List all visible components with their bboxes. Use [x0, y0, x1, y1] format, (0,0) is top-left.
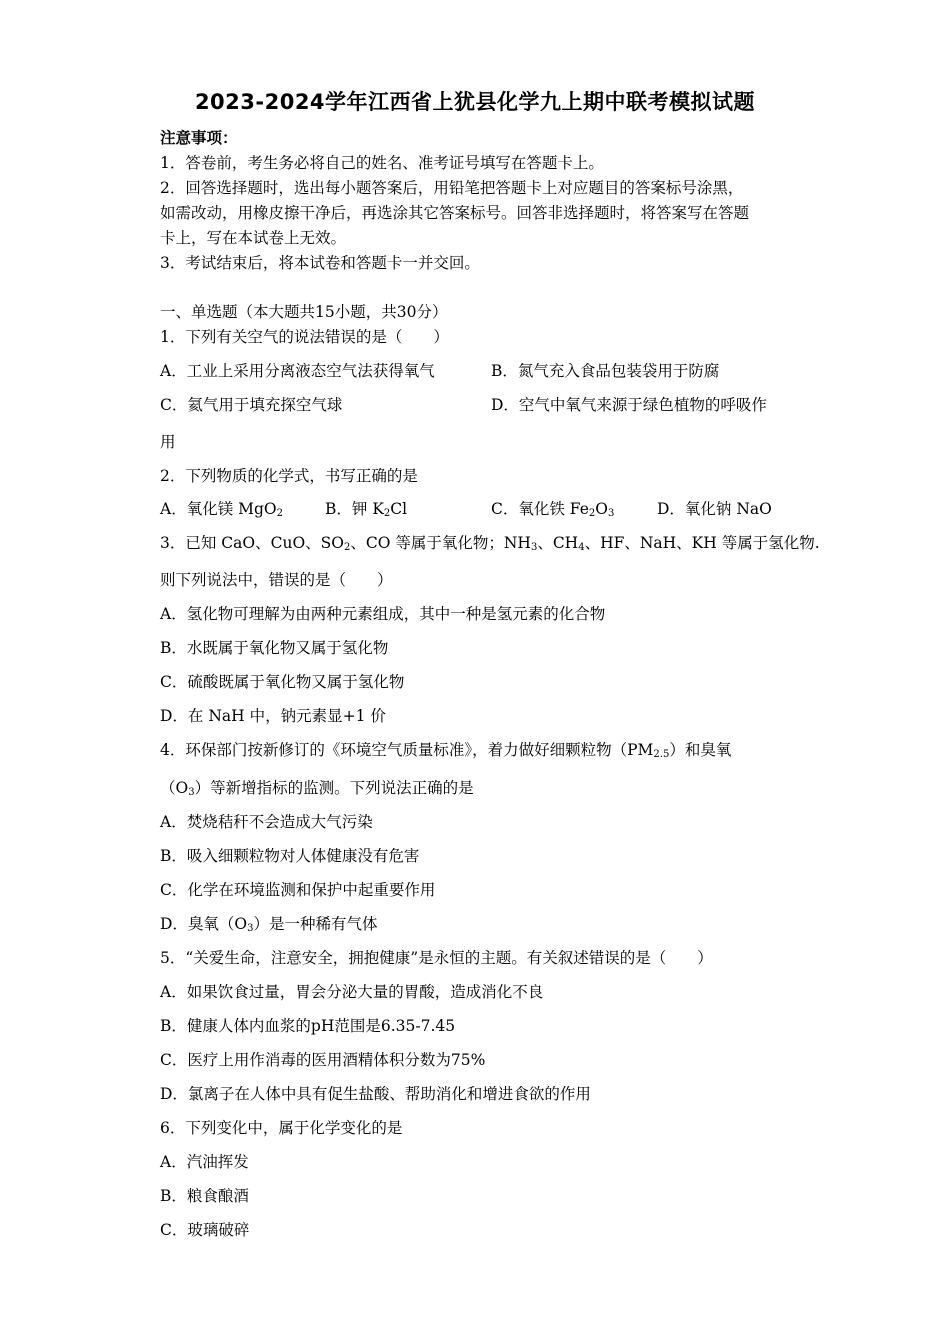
q6-option-a: A．汽油挥发 [160, 1153, 249, 1171]
q2-c-sub1: 2 [588, 508, 596, 519]
q3-option-d: D．在 NaH 中，钠元素显+1 价 [160, 707, 386, 725]
q2-b-post: Cl [390, 500, 408, 518]
q6-option-c: C．玻璃破碎 [160, 1221, 250, 1239]
q3-s2: 、CO 等属于氧化物；NH [350, 534, 531, 552]
notice-item-3: 3．考试结束后，将本试卷和答题卡一并交回。 [160, 254, 480, 272]
q1-option-b: B．氮气充入食品包装袋用于防腐 [491, 362, 720, 380]
q1-option-a: A．工业上采用分离液态空气法获得氧气 [160, 362, 435, 380]
q3-stem [160, 533, 820, 558]
q2-b-sub: 2 [383, 508, 391, 519]
section-heading: 一、单选题（本大题共15小题，共30分） [160, 303, 448, 321]
notice-item-2-cont2: 卡上，写在本试卷上无效。 [160, 229, 347, 247]
q3-s3-sub: 4 [578, 542, 585, 553]
q2-option-a [160, 499, 283, 524]
q4-s1: 4．环保部门按新修订的《环境空气质量标准》，着力做好细颗粒物（PM [160, 741, 654, 759]
q3-stem-2: 则下列说法中，错误的是（ ） [160, 571, 393, 589]
q3-option-a: A．氢化物可理解为由两种元素组成，其中一种是氢元素的化合物 [160, 605, 606, 623]
q4-l2-pre: （O [160, 779, 189, 797]
q5-stem: 5．“关爱生命，注意安全，拥抱健康”是永恒的主题。有关叙述错误的是（ ） [160, 949, 713, 967]
q4-d-post: ）是一种稀有气体 [253, 915, 378, 933]
q4-option-b: B．吸入细颗粒物对人体健康没有危害 [160, 847, 420, 865]
notice-item-2: 2．回答选择题时，选出每小题答案后，用铅笔把答题卡上对应题目的答案标号涂黑， [160, 179, 744, 197]
q5-option-b: B．健康人体内血浆的pH范围是6.35-7.45 [160, 1017, 456, 1035]
q4-option-c: C．化学在环境监测和保护中起重要作用 [160, 881, 436, 899]
notice-item-2-cont: 如需改动，用橡皮擦干净后，再选涂其它答案标号。回答非选择题时，将答案写在答题 [160, 204, 750, 222]
q3-s4: 、HF、NaH、KH 等属于氢化物. [584, 534, 820, 552]
q2-option-d: D．氧化钠 NaO [657, 500, 772, 518]
q3-option-b: B．水既属于氧化物又属于氢化物 [160, 639, 389, 657]
q6-stem: 6．下列变化中，属于化学变化的是 [160, 1119, 403, 1137]
q2-a-text: A．氧化镁 MgO [160, 500, 277, 518]
q4-s1-sub: 2.5 [653, 749, 670, 760]
q4-s2: ）和臭氧 [669, 741, 732, 759]
q3-option-c: C．硫酸既属于氧化物又属于氢化物 [160, 673, 405, 691]
q4-d-sub: 3 [247, 923, 254, 934]
q1-option-c: C．氦气用于填充探空气球 [160, 396, 343, 414]
q2-a-sub: 2 [276, 508, 283, 519]
q1-option-d: D．空气中氧气来源于绿色植物的呼吸作 [491, 396, 767, 414]
q4-option-d [160, 914, 378, 939]
q4-stem [160, 740, 731, 765]
q3-s2-sub: 3 [530, 542, 538, 553]
q5-option-d: D．氯离子在人体中具有促生盐酸、帮助消化和增进食欲的作用 [160, 1085, 591, 1103]
q2-c-sub2: 3 [607, 508, 615, 519]
q2-c-text: C．氧化铁 Fe [491, 500, 589, 518]
notice-heading: 注意事项： [160, 128, 238, 147]
page-title: 2023-2024学年江西省上犹县化学九上期中联考模拟试题 [194, 90, 756, 114]
q2-c-mid: O [595, 500, 608, 518]
q4-stem-2 [160, 778, 474, 803]
q2-b-text: B．钾 K [325, 500, 384, 518]
q1-stem: 1．下列有关空气的说法错误的是（ ） [160, 328, 449, 346]
q6-option-b: B．粮食酿酒 [160, 1187, 249, 1205]
q5-option-c: C．医疗上用作消毒的医用酒精体积分数为75% [160, 1051, 486, 1069]
q3-s1: 3．已知 CaO、CuO、SO [160, 534, 344, 552]
q4-l2-sub: 3 [188, 787, 195, 798]
q1-option-d-cont: 用 [160, 433, 176, 451]
q5-option-a: A．如果饮食过量，胃会分泌大量的胃酸，造成消化不良 [160, 983, 544, 1001]
notice-item-1: 1．答卷前，考生务必将自己的姓名、准考证号填写在答题卡上。 [160, 154, 604, 172]
q4-option-a: A．焚烧秸秆不会造成大气污染 [160, 813, 373, 831]
q4-d-pre: D．臭氧（O [160, 915, 248, 933]
q2-option-b [325, 499, 407, 524]
q2-option-c [491, 499, 614, 524]
q4-l2-post: ）等新增指标的监测。下列说法正确的是 [194, 779, 474, 797]
q3-s3: 、CH [537, 534, 579, 552]
q2-stem: 2．下列物质的化学式，书写正确的是 [160, 467, 418, 485]
q3-s1-sub: 2 [343, 542, 351, 553]
